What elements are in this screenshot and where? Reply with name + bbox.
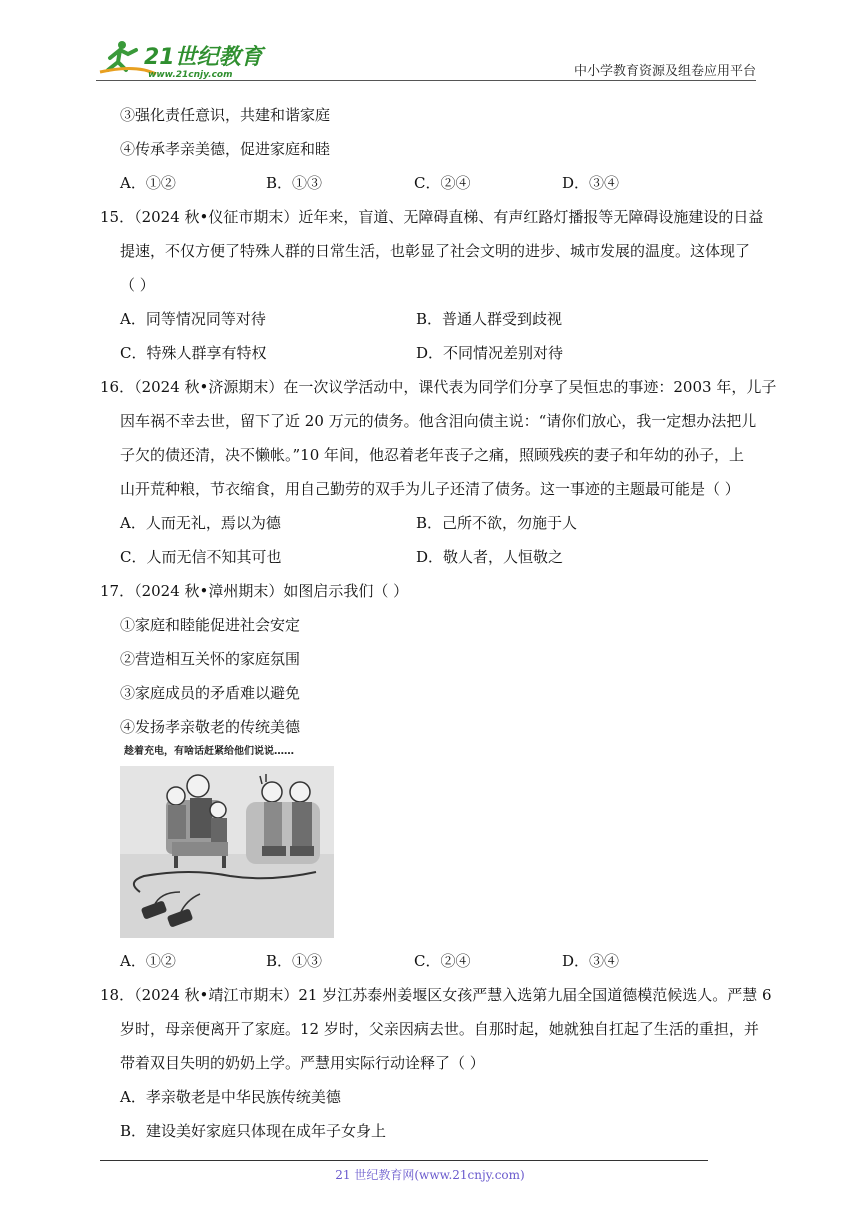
platform-title: 中小学教育资源及组卷应用平台	[573, 64, 756, 79]
header-divider	[96, 80, 756, 81]
option-d: D．敬人者，人恒敬之	[416, 548, 564, 566]
q17-options	[0, 950, 860, 972]
q15-answer-bracket: （ ）	[120, 276, 155, 294]
logo-url: www.21cnjy.com	[148, 70, 233, 80]
option-b: B．①③	[266, 952, 323, 970]
footer-divider	[100, 1160, 708, 1161]
q17-stem: 17．（2024 秋•漳州期末）如图启示我们（ ）	[100, 582, 409, 600]
option-c: C．②④	[414, 174, 471, 192]
option-a: A．人而无礼，焉以为德	[120, 514, 281, 532]
q18-option-b: B．建设美好家庭只体现在成年子女身上	[120, 1122, 387, 1140]
option-b: B．己所不欲，勿施于人	[416, 514, 578, 532]
q16-stem-line1: 16．（2024 秋•济源期末）在一次议学活动中，课代表为同学们分享了吴恒忠的事迹：2003 年，儿子	[100, 378, 777, 396]
q18-stem-line3: 带着双目失明的奶奶上学。严慧用实际行动诠释了（ ）	[120, 1054, 485, 1072]
q18-option-a: A．孝亲敬老是中华民族传统美德	[120, 1088, 341, 1106]
option-a: A．同等情况同等对待	[120, 310, 266, 328]
q14-statement-3: ③强化责任意识，共建和谐家庭	[120, 106, 331, 124]
q16-stem-line3: 子欠的债还清，决不懒帐。”10 年间，他忍着老年丧子之痛，照顾残疾的妻子和年幼的孙子，上	[120, 446, 745, 464]
q15-options-row1	[0, 308, 860, 330]
q15-options-row2	[0, 342, 860, 364]
family-charging-cartoon	[120, 742, 334, 938]
option-d: D．③④	[562, 174, 620, 192]
q17-statement-4: ④发扬孝亲敬老的传统美德	[120, 718, 301, 736]
option-b: B．①③	[266, 174, 323, 192]
q17-statement-3: ③家庭成员的矛盾难以避免	[120, 684, 301, 702]
option-a: A．①②	[120, 952, 176, 970]
cartoon-caption: 趁着充电，有啥话赶紧给他们说说……	[124, 746, 294, 757]
q14-options	[0, 172, 860, 194]
q17-statement-1: ①家庭和睦能促进社会安定	[120, 616, 301, 634]
option-b: B．普通人群受到歧视	[416, 310, 563, 328]
q15-stem-line1: 15．（2024 秋•仪征市期末）近年来，盲道、无障碍直梯、有声红路灯播报等无障碍设施建设的日益	[100, 208, 764, 226]
q16-options-row1	[0, 512, 860, 534]
q15-stem-line2: 提速，不仅方便了特殊人群的日常生活，也彰显了社会文明的进步、城市发展的温度。这体现了	[120, 242, 751, 260]
q18-stem-line1: 18．（2024 秋•靖江市期末）21 岁江苏泰州姜堰区女孩严慧入选第九届全国道德模范候选人。严慧 6	[100, 986, 772, 1004]
option-d: D．③④	[562, 952, 620, 970]
q16-stem-line4: 山开荒种粮，节衣缩食，用自己勤劳的双手为儿子还清了债务。这一事迹的主题最可能是（ ）	[120, 480, 740, 498]
q17-statement-2: ②营造相互关怀的家庭氛围	[120, 650, 301, 668]
q16-stem-line2: 因车祸不幸去世，留下了近 20 万元的债务。他含泪向债主说：“请你们放心，我一定想办法把儿	[120, 412, 757, 430]
option-d: D．不同情况差别对待	[416, 344, 564, 362]
q16-options-row2	[0, 546, 860, 568]
q18-stem-line2: 岁时，母亲便离开了家庭。12 岁时，父亲因病去世。自那时起，她就独自扛起了生活的重担，并	[120, 1020, 759, 1038]
logo-text: 21世纪教育	[144, 45, 263, 70]
option-c: C．人而无信不知其可也	[120, 548, 282, 566]
option-c: C．特殊人群享有特权	[120, 344, 267, 362]
footer-link[interactable]: 21 世纪教育网(www.21cnjy.com)	[335, 1168, 525, 1182]
option-a: A．①②	[120, 174, 176, 192]
site-logo	[96, 36, 266, 80]
q14-statement-4: ④传承孝亲美德，促进家庭和睦	[120, 140, 331, 158]
option-c: C．②④	[414, 952, 471, 970]
